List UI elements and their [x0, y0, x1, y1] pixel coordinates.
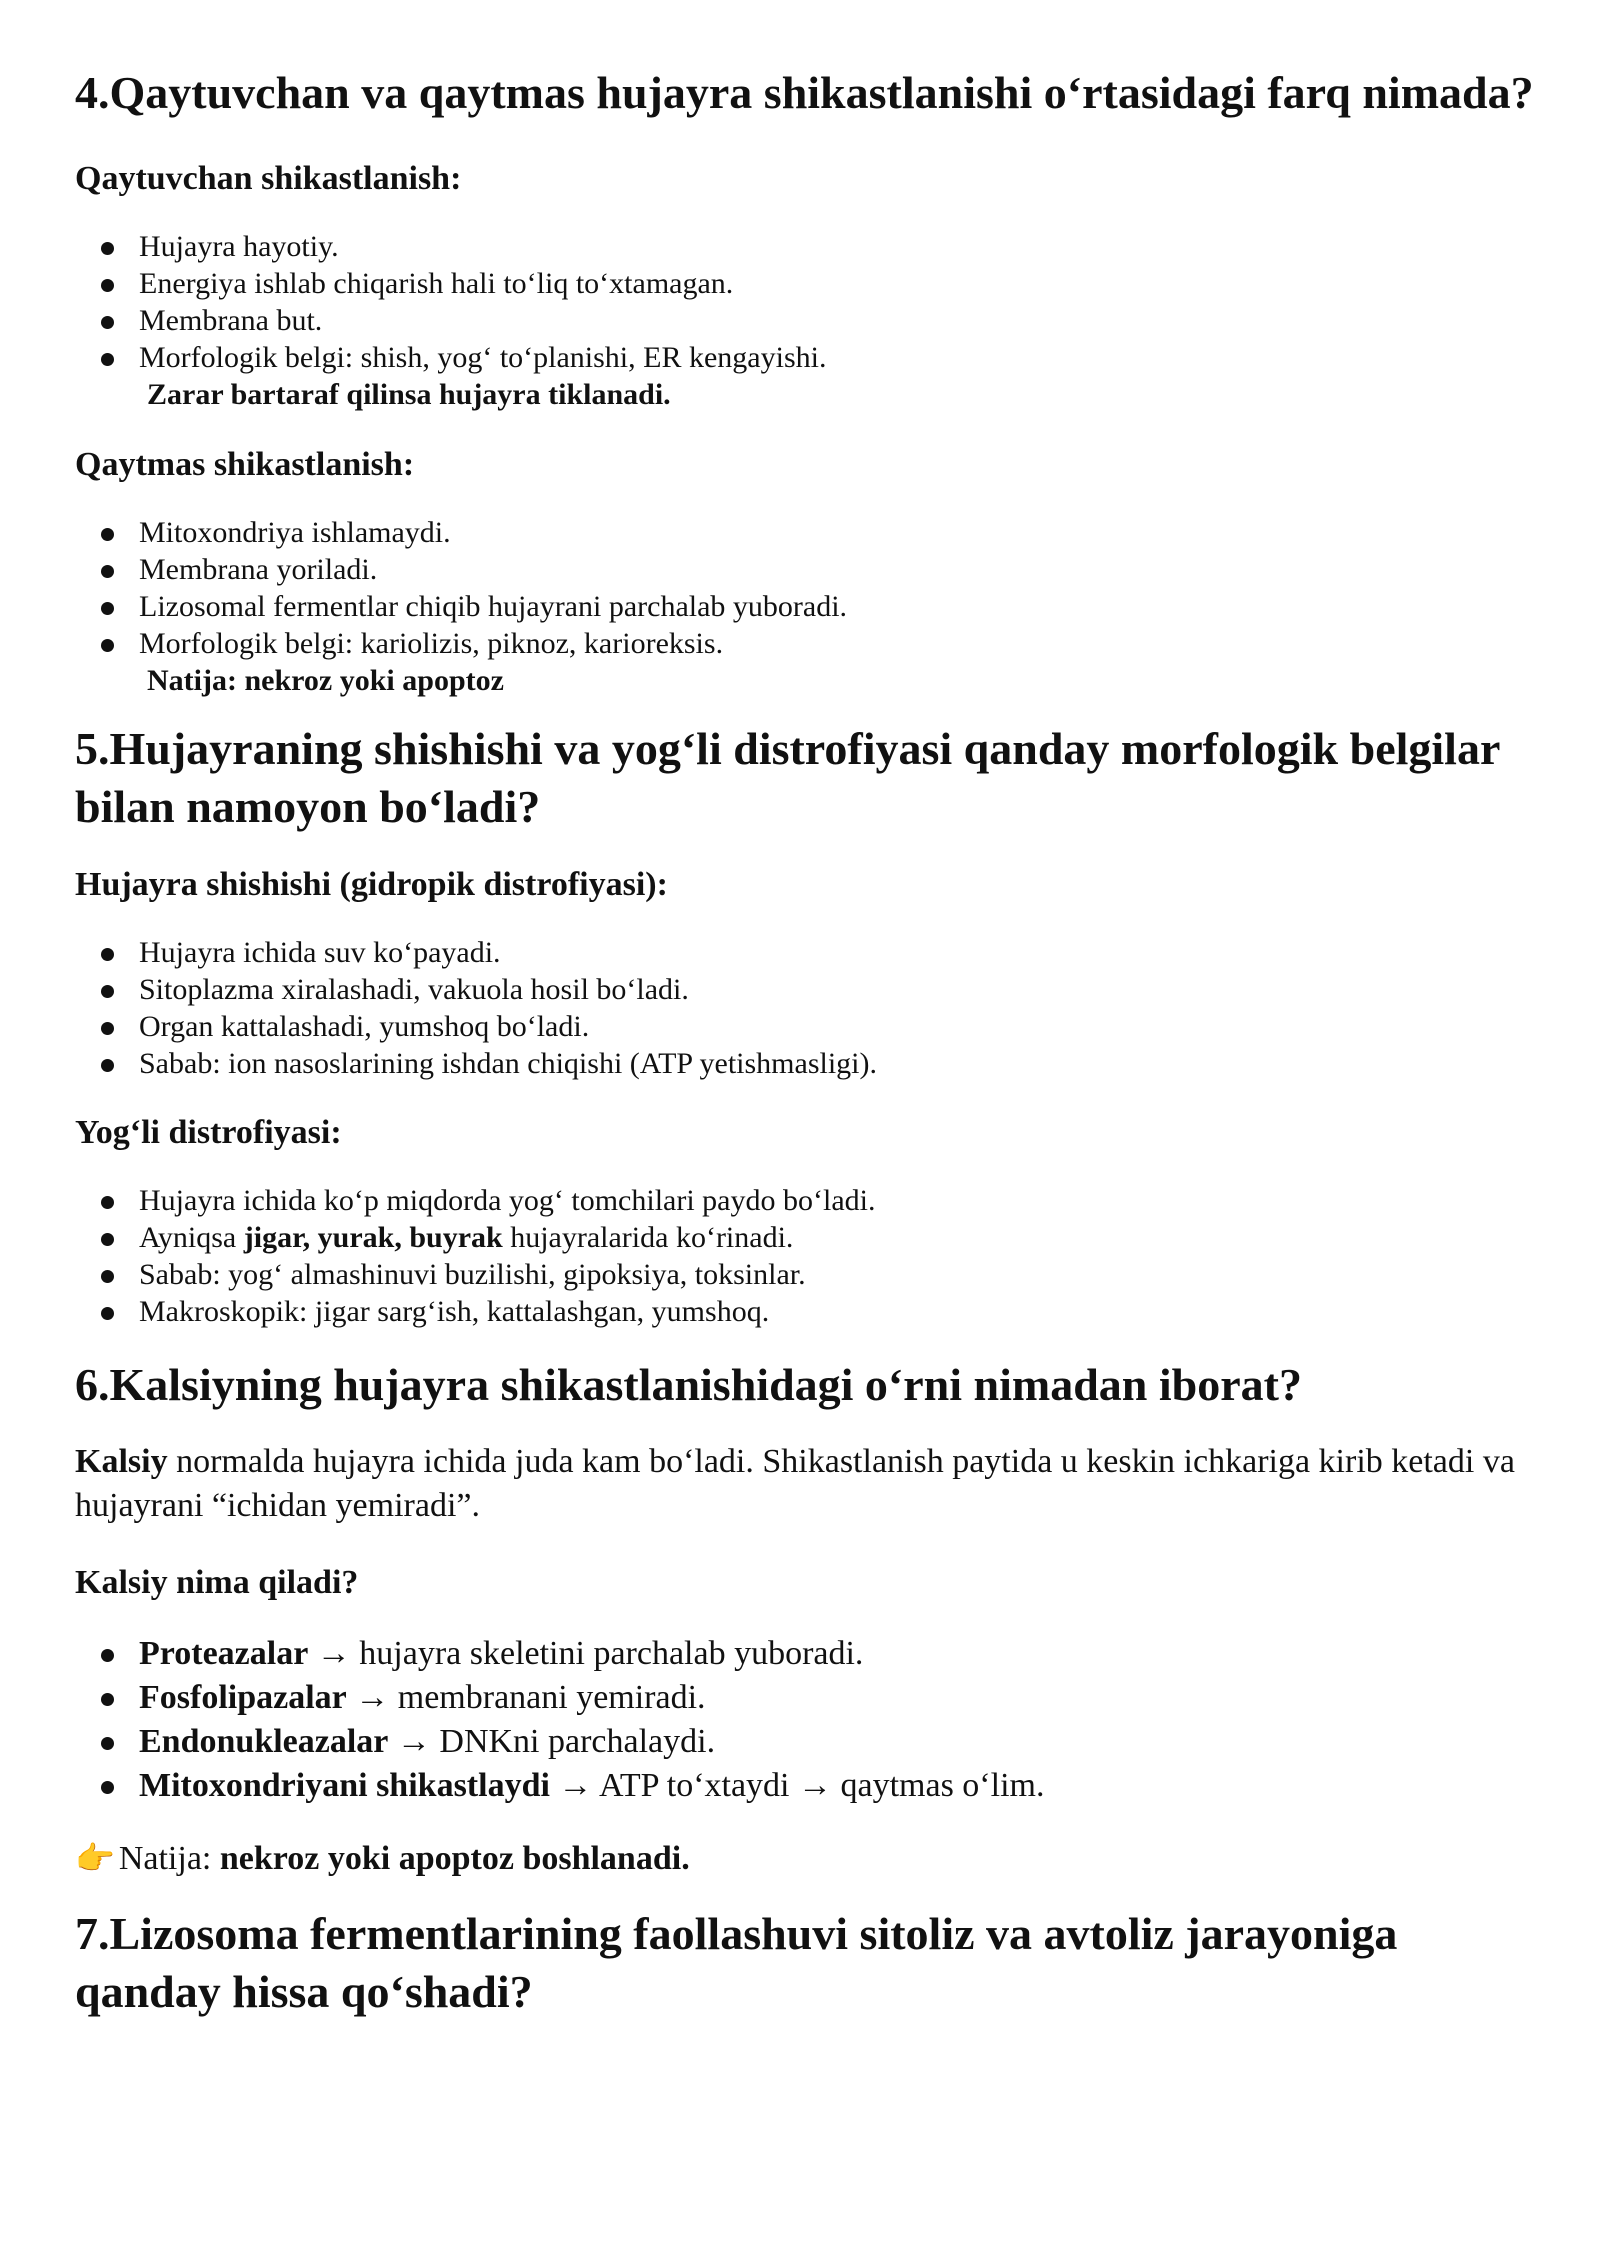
- reversible-list: [75, 228, 1545, 376]
- bullet-icon: [101, 242, 114, 255]
- list-item: Mitoxondriyani shikastlaydi → ATP to‘xtaydi → qaytmas o‘lim.: [75, 1764, 1545, 1808]
- bullet-icon: [101, 1233, 114, 1246]
- reversible-note: Zarar bartaraf qilinsa hujayra tiklanadi.: [147, 378, 671, 411]
- question-7-title: 7.Lizosoma fermentlarining faollashuvi sitoliz va avtoliz jarayoniga qanday hissa qo‘shadi?: [75, 1908, 1398, 2017]
- irreversible-note: Natija: nekroz yoki apoptoz: [147, 664, 504, 697]
- bullet-icon: [101, 1781, 114, 1794]
- list-item: Proteazalar → hujayra skeletini parchalab yuboradi.: [75, 1632, 1545, 1676]
- list-item: Sabab: ion nasoslarining ishdan chiqishi (ATP yetishmasligi).: [75, 1045, 1545, 1082]
- document-page: [75, 64, 1545, 2021]
- bullet-icon: [101, 1196, 114, 1209]
- bullet-icon: [101, 639, 114, 652]
- list-item: Fosfolipazalar → membranani yemiradi.: [75, 1676, 1545, 1720]
- fatty-heading: Yog‘li distrofiyasi:: [75, 1114, 342, 1151]
- list-item: Endonukleazalar → DNKni parchalaydi.: [75, 1720, 1545, 1764]
- pointing-hand-icon: 👉: [75, 1839, 115, 1877]
- bullet-icon: [101, 1270, 114, 1283]
- list-item: Makroskopik: jigar sarg‘ish, kattalashgan, yumshoq.: [75, 1293, 1545, 1330]
- bullet-icon: [101, 602, 114, 615]
- question-5-title: 5.Hujayraning shishishi va yog‘li distrofiyasi qanday morfologik belgilar bilan namoyon bo‘ladi?: [75, 723, 1500, 832]
- list-item: Hujayra ichida ko‘p miqdorda yog‘ tomchilari paydo bo‘ladi.: [75, 1182, 1545, 1219]
- bullet-icon: [101, 528, 114, 541]
- bullet-icon: [101, 1022, 114, 1035]
- bullet-icon: [101, 1059, 114, 1072]
- list-item: Hujayra hayotiy.: [75, 228, 1545, 265]
- bullet-icon: [101, 316, 114, 329]
- list-item: Membrana but.: [75, 302, 1545, 339]
- bullet-icon: [101, 948, 114, 961]
- bullet-icon: [101, 1737, 114, 1750]
- list-item: Organ kattalashadi, yumshoq bo‘ladi.: [75, 1008, 1545, 1045]
- question-6-title: 6.Kalsiyning hujayra shikastlanishidagi o‘rni nimadan iborat?: [75, 1359, 1302, 1410]
- bullet-icon: [101, 1649, 114, 1662]
- question-4-title: 4.Qaytuvchan va qaytmas hujayra shikastlanishi o‘rtasidagi farq nimada?: [75, 67, 1534, 118]
- bullet-icon: [101, 353, 114, 366]
- list-item: Membrana yoriladi.: [75, 551, 1545, 588]
- calcium-result: 👉 Natija: nekroz yoki apoptoz boshlanadi.: [75, 1836, 1545, 1881]
- bullet-icon: [101, 565, 114, 578]
- irreversible-list: [75, 514, 1545, 662]
- list-item: Lizosomal fermentlar chiqib hujayrani parchalab yuboradi.: [75, 588, 1545, 625]
- list-item: Hujayra ichida suv ko‘payadi.: [75, 934, 1545, 971]
- swelling-heading: Hujayra shishishi (gidropik distrofiyasi):: [75, 866, 668, 903]
- bullet-icon: [101, 1693, 114, 1706]
- bullet-icon: [101, 279, 114, 292]
- calcium-list: [75, 1632, 1545, 1808]
- list-item: Morfologik belgi: shish, yog‘ to‘planishi, ER kengayishi.: [75, 339, 1545, 376]
- list-item: Sabab: yog‘ almashinuvi buzilishi, gipoksiya, toksinlar.: [75, 1256, 1545, 1293]
- calcium-intro: Kalsiy normalda hujayra ichida juda kam bo‘ladi. Shikastlanish paytida u keskin ichkariga kirib ketadi va hujayrani “ichidan yemiradi”.: [75, 1443, 1515, 1524]
- irreversible-heading: Qaytmas shikastlanish:: [75, 446, 415, 483]
- list-item: Energiya ishlab chiqarish hali to‘liq to‘xtamagan.: [75, 265, 1545, 302]
- reversible-heading: Qaytuvchan shikastlanish:: [75, 160, 462, 197]
- fatty-list: [75, 1182, 1545, 1330]
- bullet-icon: [101, 985, 114, 998]
- list-item: Sitoplazma xiralashadi, vakuola hosil bo‘ladi.: [75, 971, 1545, 1008]
- list-item: Mitoxondriya ishlamaydi.: [75, 514, 1545, 551]
- calcium-subheading: Kalsiy nima qiladi?: [75, 1564, 359, 1601]
- swelling-list: [75, 934, 1545, 1082]
- bullet-icon: [101, 1307, 114, 1320]
- list-item: Morfologik belgi: kariolizis, piknoz, karioreksis.: [75, 625, 1545, 662]
- list-item: Ayniqsa jigar, yurak, buyrak hujayralarida ko‘rinadi.: [75, 1219, 1545, 1256]
